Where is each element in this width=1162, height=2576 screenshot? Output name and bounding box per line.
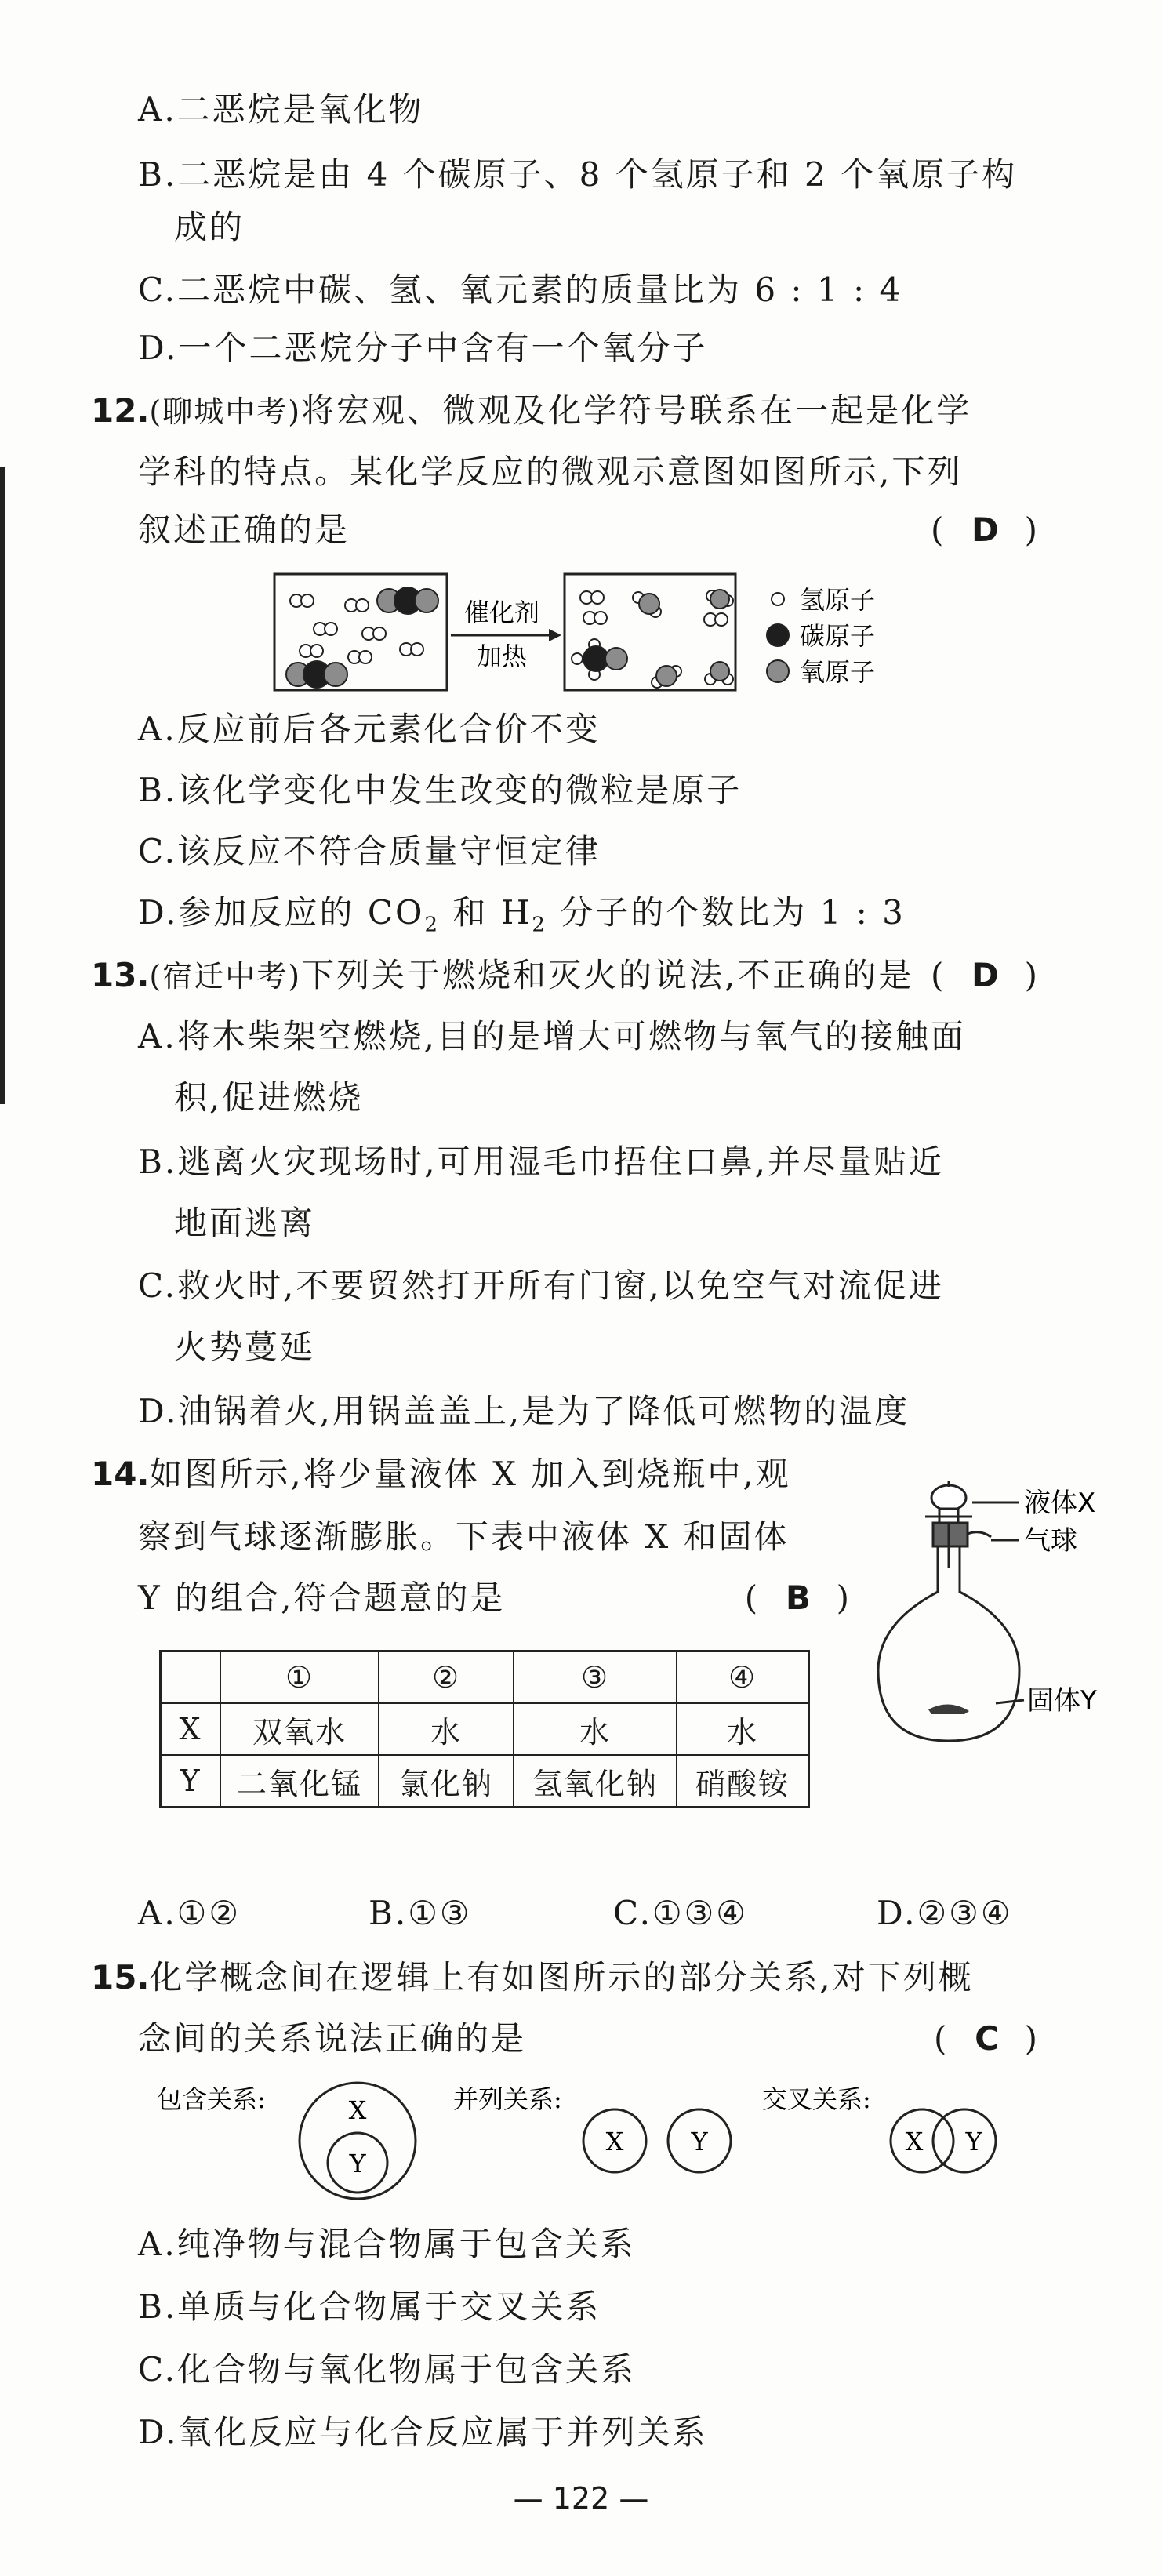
- q14-answer-box: ( B ): [744, 1579, 852, 1617]
- q12-stem-line-1: [91, 389, 971, 434]
- oxygen-atom-icon: [767, 660, 789, 682]
- q15-option-a: A.纯净物与混合物属于包含关系: [138, 2225, 636, 2263]
- table-cell: 二氧化锰: [220, 1755, 379, 1808]
- contain-y: Y: [349, 2149, 366, 2178]
- q13-number: 13.: [91, 956, 150, 994]
- q13-option-c-continued: 火势蔓延: [174, 1328, 316, 1366]
- q15-option-c: C.化合物与氧化物属于包含关系: [138, 2350, 636, 2389]
- q12-option-a: A.反应前后各元素化合价不变: [138, 710, 601, 748]
- table-header-cell: ①: [220, 1651, 379, 1704]
- q14-stem-3: Y 的组合,符合题意的是: [138, 1579, 506, 1617]
- q13-source: (宿迁中考): [149, 959, 302, 994]
- q12-option-c: C.该反应不符合质量守恒定律: [138, 832, 601, 870]
- table-cell: 双氧水: [220, 1703, 379, 1755]
- q11-option-a: A.二恶烷是氧化物: [138, 90, 424, 129]
- q13-option-a: A.将木柴架空燃烧,目的是增大可燃物与氧气的接触面: [138, 1017, 967, 1055]
- label-liquid-x: 液体X: [1024, 1488, 1096, 1519]
- q14-stem-line-1: [91, 1452, 791, 1496]
- stopper: [933, 1523, 968, 1546]
- table-cell: 水: [379, 1703, 514, 1755]
- q14-number: 14.: [91, 1455, 150, 1493]
- q12-stem-line-3: [138, 508, 1040, 552]
- q15-relation-diagrams: [157, 2070, 1098, 2211]
- label-balloon: 气球: [1024, 1525, 1077, 1557]
- condition-heat: 加热: [476, 641, 528, 671]
- q14-choice-d: D.②③④: [877, 1894, 1013, 1932]
- q12-option-d: D.参加反应的 $CO_2$ 和 $H_2$ 分子的个数比为 1 : 3: [138, 893, 906, 937]
- q11-option-d: D.一个二恶烷分子中含有一个氧分子: [138, 329, 708, 367]
- q12-number: 12.: [91, 391, 150, 430]
- q11-option-b-continued: 成的: [174, 208, 245, 246]
- parallel-y: Y: [691, 2127, 708, 2156]
- table-cell: 硝酸铵: [677, 1755, 809, 1808]
- table-cell: Y: [161, 1755, 221, 1808]
- page-edge-bar: [0, 467, 5, 1104]
- table-header-cell: ④: [677, 1651, 809, 1704]
- q11-option-c: C.二恶烷中碳、氢、氧元素的质量比为 6 : 1 : 4: [138, 271, 903, 309]
- carbon-atom-icon: [767, 624, 789, 646]
- table-cell: 水: [514, 1703, 677, 1755]
- table-cell: X: [161, 1703, 221, 1755]
- q12-option-b: B.该化学变化中发生改变的微粒是原子: [138, 771, 743, 809]
- cross-y: Y: [965, 2127, 982, 2156]
- q14-choice-b: B.①③: [369, 1894, 472, 1932]
- q13-stem-text: 下列关于燃烧和灭火的说法,不正确的是: [301, 956, 914, 994]
- q12-stem-3: 叙述正确的是: [138, 510, 350, 549]
- q13-answer: D: [971, 956, 999, 994]
- q15-stem-1: 化学概念间在逻辑上有如图所示的部分关系,对下列概: [149, 1958, 974, 1996]
- table-cell: 氢氧化钠: [514, 1755, 677, 1808]
- cross-x: X: [905, 2127, 924, 2156]
- q14-choice-a: A.①②: [138, 1894, 241, 1932]
- q13-option-a-continued: 积,促进燃烧: [174, 1078, 364, 1117]
- q13-option-d: D.油锅着火,用锅盖盖上,是为了降低可燃物的温度: [138, 1392, 910, 1430]
- q13-option-c: C.救火时,不要贸然打开所有门窗,以免空气对流促进: [138, 1266, 944, 1305]
- table-row: [161, 1755, 809, 1808]
- label-parallel-relation: 并列关系:: [453, 2084, 562, 2114]
- solid-y-sample: [928, 1704, 969, 1714]
- legend-hydrogen: 氢原子: [800, 585, 876, 615]
- q15-stem-line-2: [138, 2017, 1040, 2061]
- q15-stem-line-1: [91, 1956, 974, 2000]
- label-cross-relation: 交叉关系:: [762, 2084, 871, 2114]
- products-box: [565, 574, 735, 690]
- q14-flask-figure: [862, 1474, 1160, 1772]
- q14-table: [159, 1650, 810, 1808]
- table-cell: 氯化钠: [379, 1755, 514, 1808]
- q14-stem-1: 如图所示,将少量液体 X 加入到烧瓶中,观: [149, 1455, 791, 1493]
- table-header-row: [161, 1651, 809, 1704]
- table-cell: 水: [677, 1703, 809, 1755]
- q14-choice-c: C.①③④: [613, 1894, 748, 1932]
- q13-answer-box: ( D ): [930, 956, 1040, 994]
- q13-stem: [91, 954, 1040, 998]
- cross-y-circle: [933, 2109, 996, 2172]
- legend-carbon: 碳原子: [800, 621, 876, 651]
- balloon-neck: [968, 1532, 991, 1537]
- q15-stem-2: 念间的关系说法正确的是: [138, 2019, 527, 2058]
- q15-answer: C: [975, 2019, 999, 2058]
- q14-stem-line-3: [138, 1576, 852, 1620]
- table-header-cell: ②: [379, 1651, 514, 1704]
- q15-number: 15.: [91, 1958, 150, 1996]
- reactants-box: [274, 574, 447, 690]
- q15-option-b: B.单质与化合物属于交叉关系: [138, 2287, 601, 2326]
- q12-reaction-diagram: [267, 565, 941, 706]
- q14-answer: B: [785, 1579, 811, 1617]
- legend-oxygen: 氧原子: [800, 657, 876, 687]
- hydrogen-atom-icon: [772, 593, 784, 605]
- table-header-cell: ③: [514, 1651, 677, 1704]
- legend: [767, 585, 875, 687]
- contain-x: X: [348, 2095, 367, 2125]
- label-solid-y: 固体Y: [1027, 1685, 1097, 1717]
- q15-option-d: D.氧化反应与化合反应属于并列关系: [138, 2413, 708, 2451]
- q14-stem-line-2: 察到气球逐渐膨胀。下表中液体 X 和固体: [138, 1517, 790, 1556]
- table-header-cell: [161, 1651, 221, 1704]
- dropping-funnel-bulb: [931, 1485, 966, 1510]
- q13-option-b-continued: 地面逃离: [174, 1204, 316, 1242]
- q15-answer-box: ( C ): [933, 2019, 1040, 2058]
- table-row: [161, 1703, 809, 1755]
- q12-stem-1: 将宏观、微观及化学符号联系在一起是化学: [301, 391, 972, 430]
- q12-stem-line-2: 学科的特点。某化学反应的微观示意图如图所示,下列: [138, 452, 963, 491]
- label-contain-relation: 包含关系:: [157, 2084, 266, 2114]
- q13-option-b: B.逃离火灾现场时,可用湿毛巾捂住口鼻,并尽量贴近: [138, 1143, 944, 1181]
- condition-catalyst: 催化剂: [463, 598, 540, 627]
- q12-source: (聊城中考): [149, 394, 302, 429]
- parallel-x: X: [605, 2127, 624, 2156]
- q12-answer-box: ( D ): [930, 510, 1040, 549]
- q12-answer: D: [971, 510, 999, 549]
- page-number: — 122 —: [513, 2481, 649, 2516]
- q11-option-b: B.二恶烷是由 4 个碳原子、8 个氢原子和 2 个氧原子构: [138, 155, 1018, 194]
